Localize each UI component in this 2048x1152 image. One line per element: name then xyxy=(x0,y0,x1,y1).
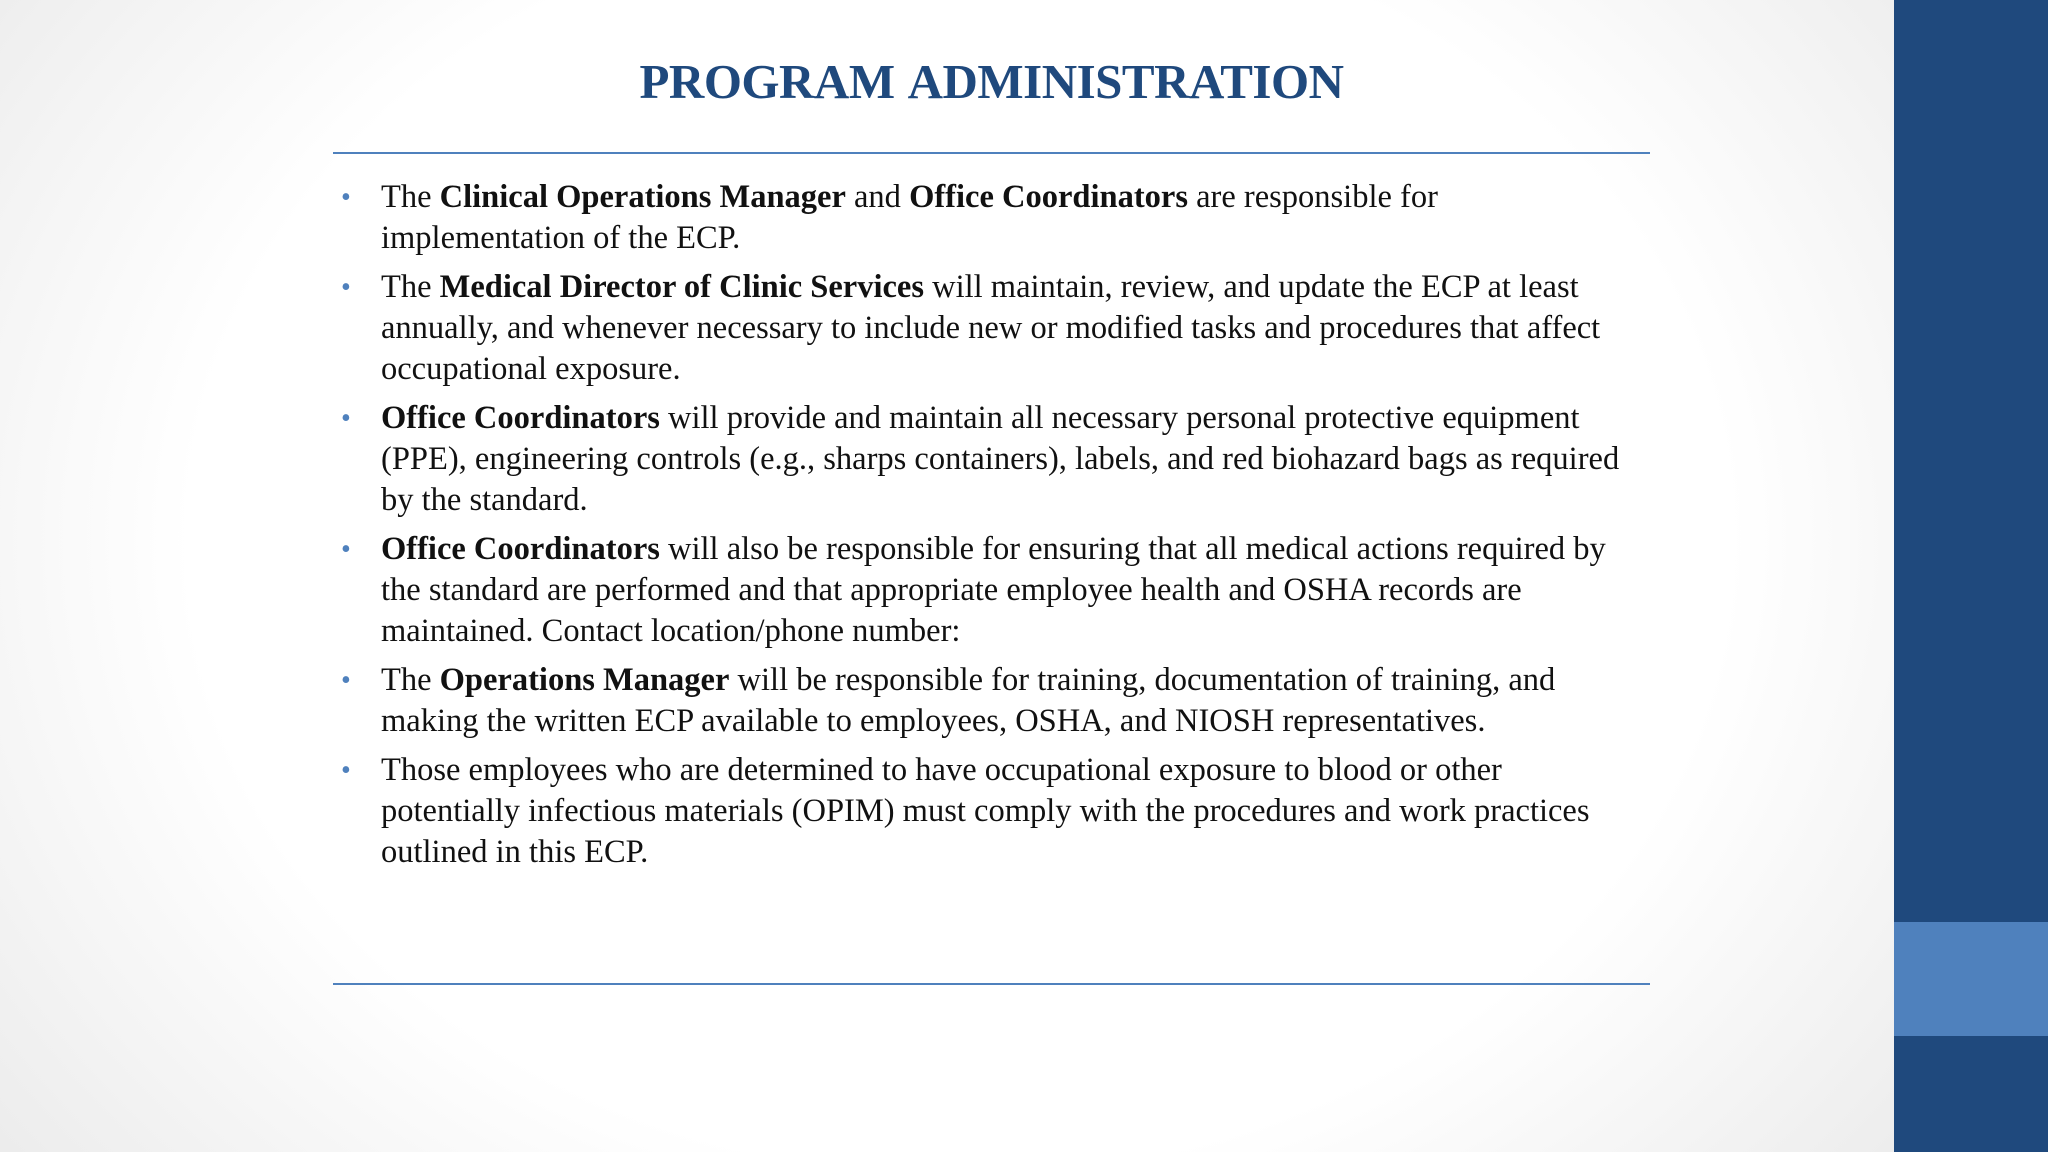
bullet-bold-text: Office Coordinators xyxy=(381,400,660,436)
bullet-marker-icon: • xyxy=(341,755,351,786)
bullet-marker-icon: • xyxy=(341,182,351,213)
bullet-item xyxy=(337,177,1627,259)
bullet-marker-icon: • xyxy=(341,272,351,303)
bullet-text: will also be responsible for ensuring that all medical actions required by the standard are performed and that appropriate employee health and OSHA records are maintained. Contact location/phone number: xyxy=(381,531,1606,649)
bullet-item xyxy=(337,529,1627,652)
bullet-text: will be responsible for training, documentation of training, and making the written ECP available to employees, OSHA, and NIOSH representatives. xyxy=(381,662,1556,739)
bullet-bold-text: Operations Manager xyxy=(439,662,730,698)
bullet-text: Those employees who are determined to have occupational exposure to blood or other potentially infectious materials (OPIM) must comply with the procedures and work practices outlined in this ECP. xyxy=(381,752,1590,870)
bullet-text: will provide and maintain all necessary personal protective equipment (PPE), engineering controls (e.g., sharps containers), labels, and red biohazard bags as required by the standard. xyxy=(381,400,1620,518)
bullet-bold-text: Office Coordinators xyxy=(909,179,1188,215)
bullet-item xyxy=(337,750,1627,873)
bullet-text: will maintain, review, and update the ECP at least annually, and whenever necessary to include new or modified tasks and procedures that affect occupational exposure. xyxy=(381,269,1601,387)
bullet-item xyxy=(337,660,1627,742)
title-divider-top xyxy=(333,152,1650,154)
slide-title: PROGRAM ADMINISTRATION xyxy=(639,54,1344,109)
bullet-marker-icon: • xyxy=(341,534,351,565)
bullet-text: The xyxy=(381,662,440,698)
bullet-item xyxy=(337,398,1627,521)
bullet-bold-text: Medical Director of Clinic Services xyxy=(439,269,924,305)
bullet-text: The xyxy=(381,179,440,215)
bullet-marker-icon: • xyxy=(341,665,351,696)
content-divider-bottom xyxy=(333,983,1650,985)
bullet-list xyxy=(337,177,1627,881)
bullet-bold-text: Clinical Operations Manager xyxy=(439,179,846,215)
bullet-bold-text: Office Coordinators xyxy=(381,531,660,567)
side-accent-block xyxy=(1894,922,2048,1036)
bullet-marker-icon: • xyxy=(341,403,351,434)
bullet-item xyxy=(337,267,1627,390)
bullet-text: are responsible for implementation of the ECP. xyxy=(381,179,1438,256)
bullet-text: and xyxy=(845,179,910,215)
bullet-text: The xyxy=(381,269,440,305)
